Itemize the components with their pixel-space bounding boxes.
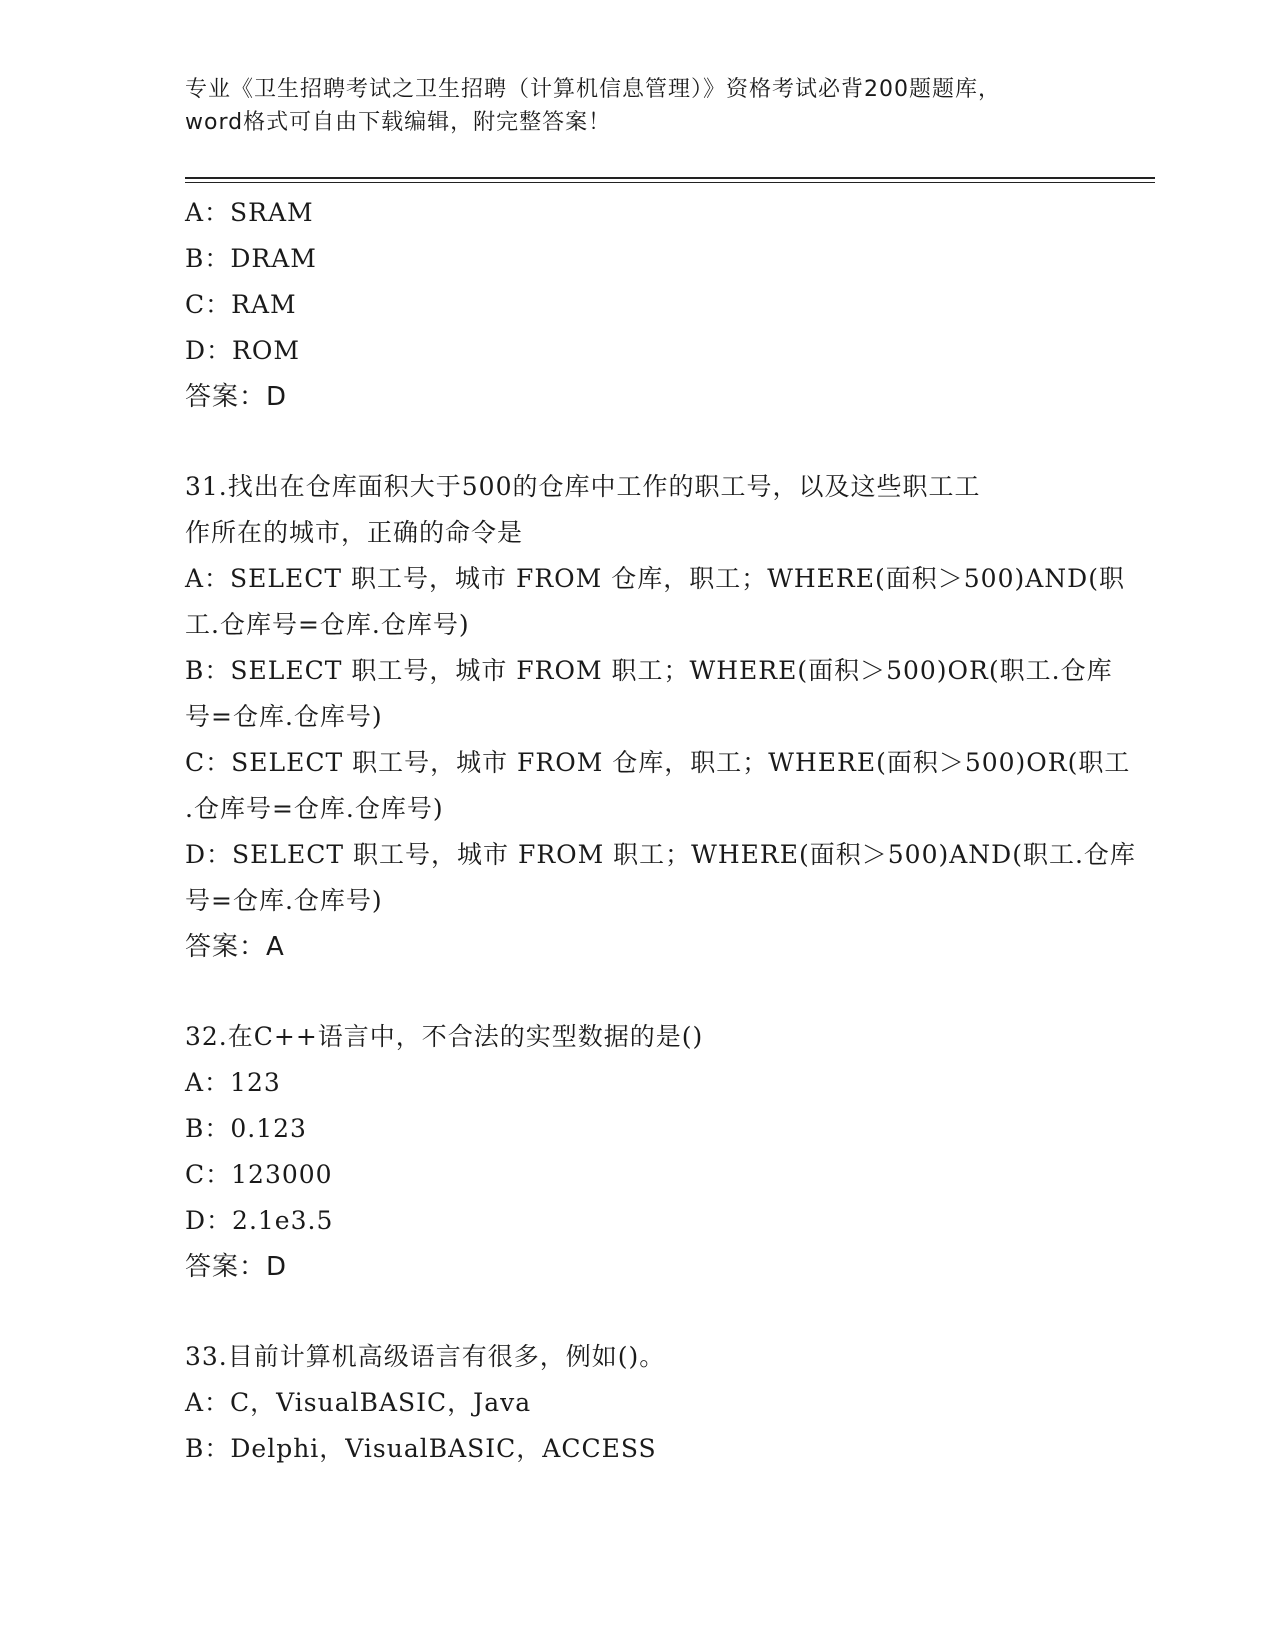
question-stem: 33.目前计算机高级语言有很多，例如()。 [185,1342,666,1371]
option-d: D：ROM [185,336,300,365]
option-a-continued: 工.仓库号=仓库.仓库号) [185,610,470,639]
question-stem-continued: 作所在的城市，正确的命令是 [185,518,524,547]
document-header [185,73,1085,139]
option-b: B：DRAM [185,244,317,273]
header-divider-thick [185,177,1155,179]
option-a: A：SELECT 职工号，城市 FROM 仓库，职工；WHERE(面积＞500)AND(职 [185,564,1125,593]
answer-line: 答案：A [185,932,285,962]
option-c-continued: .仓库号=仓库.仓库号) [185,794,444,823]
question-30-continued [185,190,1085,420]
option-a: A：123 [185,1068,281,1097]
option-d: D：SELECT 职工号，城市 FROM 职工；WHERE(面积＞500)AND(职工.仓库 [185,840,1136,869]
option-d: D：2.1e3.5 [185,1206,334,1235]
question-spacer [185,1290,1085,1334]
option-a: A：SRAM [185,198,314,227]
header-divider-thin [185,182,1155,183]
option-b: B：0.123 [185,1114,307,1143]
question-stem: 31.找出在仓库面积大于500的仓库中工作的职工号，以及这些职工工 [185,472,981,501]
question-33 [185,1334,1085,1472]
question-content [185,190,1136,1472]
question-spacer [185,420,1085,464]
option-b-continued: 号=仓库.仓库号) [185,702,383,731]
question-stem: 32.在C++语言中，不合法的实型数据的是() [185,1022,704,1051]
option-c: C：SELECT 职工号，城市 FROM 仓库，职工；WHERE(面积＞500)OR(职工 [185,748,1131,777]
option-a: A：C，VisualBASIC，Java [185,1388,532,1417]
header-line-2: word格式可自由下载编辑，附完整答案！ [185,110,612,135]
question-31 [185,464,1136,970]
option-d-continued: 号=仓库.仓库号) [185,886,383,915]
question-32 [185,1014,1085,1290]
header-line-1: 专业《卫生招聘考试之卫生招聘（计算机信息管理）》资格考试必背200题题库， [185,77,1001,102]
option-b: B：SELECT 职工号，城市 FROM 职工；WHERE(面积＞500)OR(职工.仓库 [185,656,1113,685]
answer-line: 答案：D [185,382,288,412]
option-c: C：123000 [185,1160,333,1189]
option-c: C：RAM [185,290,297,319]
answer-line: 答案：D [185,1252,288,1282]
option-b: B：Delphi，VisualBASIC，ACCESS [185,1434,657,1463]
question-spacer [185,970,1085,1014]
